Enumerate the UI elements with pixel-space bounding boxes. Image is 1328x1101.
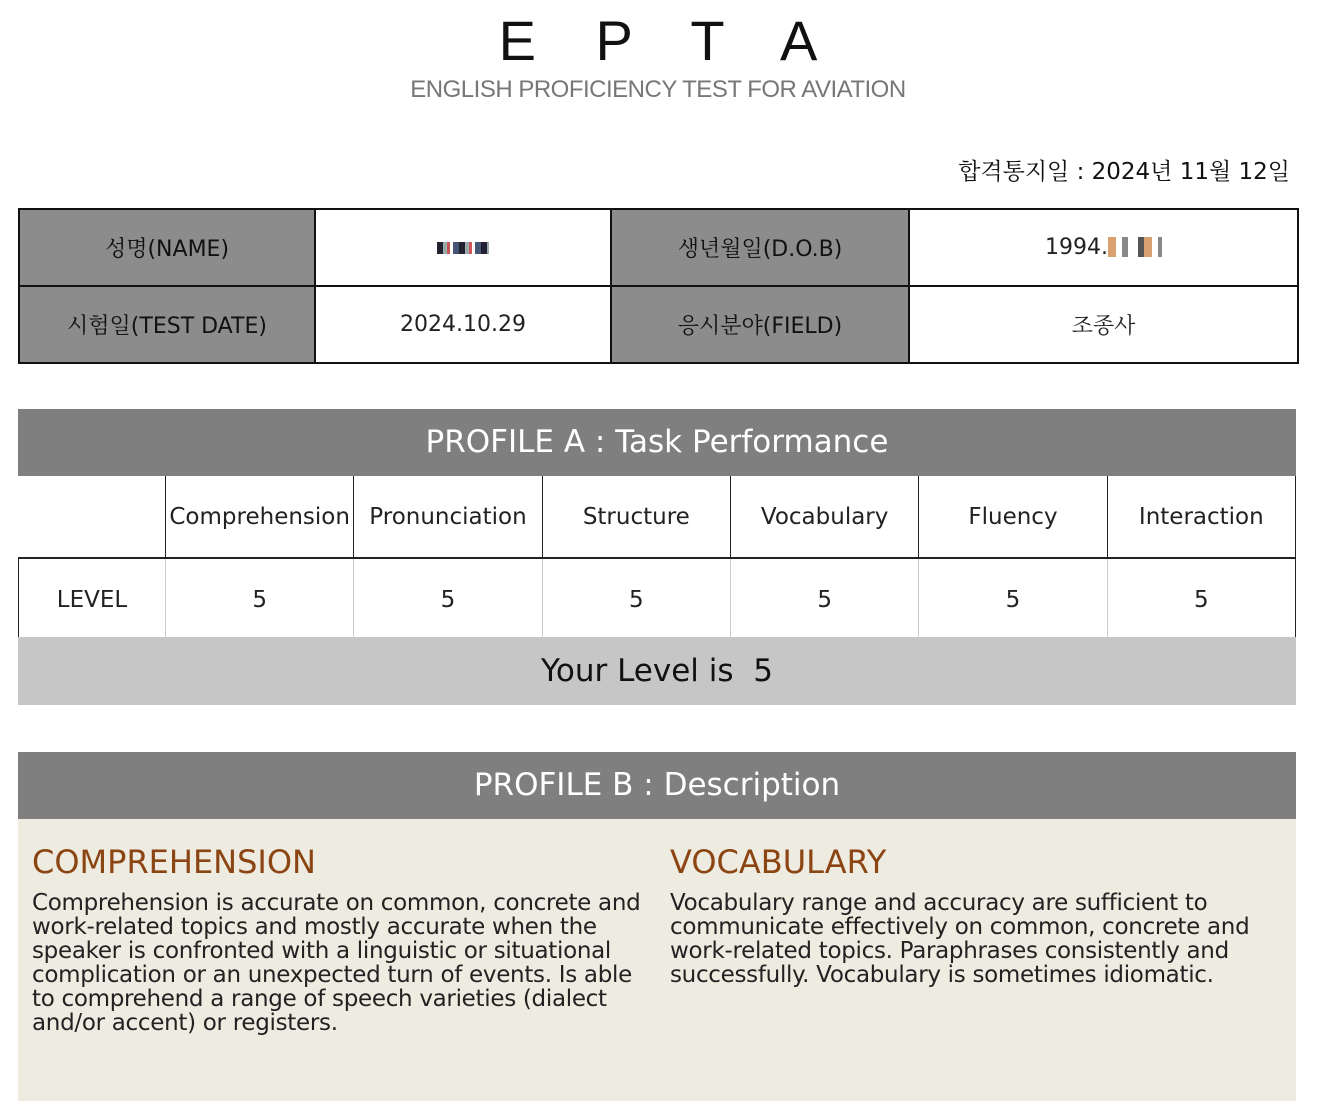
vocabulary-heading: VOCABULARY bbox=[670, 843, 887, 881]
dob-value bbox=[909, 209, 1298, 286]
level-value: 5 bbox=[166, 558, 354, 640]
name-value bbox=[315, 209, 611, 286]
notice-date: 합격통지일 : 2024년 11월 12일 bbox=[958, 159, 1290, 185]
profile-b-title: PROFILE B : Description bbox=[18, 752, 1296, 819]
level-row-label: LEVEL bbox=[19, 558, 166, 640]
vocabulary-column bbox=[670, 843, 1270, 987]
comprehension-heading: COMPREHENSION bbox=[32, 843, 316, 881]
level-value: 5 bbox=[730, 558, 918, 640]
overall-level: Your Level is 5 bbox=[18, 637, 1296, 705]
applicant-info-table bbox=[18, 208, 1299, 364]
brand-subtitle: ENGLISH PROFICIENCY TEST FOR AVIATION bbox=[410, 76, 906, 103]
field-value: 조종사 bbox=[909, 286, 1298, 363]
vocabulary-text: Vocabulary range and accuracy are sufficient to communicate effectively on common, concrete and work-related topics. Paraphrases consistently and successfully. Vocabulary is sometimes idiomatic. bbox=[670, 890, 1250, 988]
comprehension-column bbox=[32, 843, 652, 1035]
category-header: Structure bbox=[542, 476, 730, 558]
name-label: 성명(NAME) bbox=[19, 209, 315, 286]
category-header: Comprehension bbox=[166, 476, 354, 558]
comprehension-text: Comprehension is accurate on common, concrete and work-related topics and mostly accurate when the speaker is confronted with a linguistic or situational complication or an unexpected turn of events. Is able to comprehend a range of speech varieties (dialect and/or accent) or registers. bbox=[32, 890, 641, 1036]
redacted-dob bbox=[1108, 237, 1162, 257]
level-value: 5 bbox=[919, 558, 1107, 640]
description-panel bbox=[18, 819, 1296, 1101]
category-header: Pronunciation bbox=[354, 476, 542, 558]
brand-title: E P T A bbox=[498, 9, 840, 72]
field-label: 응시분야(FIELD) bbox=[611, 286, 909, 363]
level-value: 5 bbox=[354, 558, 542, 640]
task-performance-table bbox=[18, 476, 1296, 640]
corner-cell bbox=[19, 476, 166, 558]
redacted-name bbox=[437, 242, 489, 254]
dob-year: 1994. bbox=[1045, 235, 1108, 260]
category-header: Fluency bbox=[919, 476, 1107, 558]
level-value: 5 bbox=[1107, 558, 1295, 640]
test-date-value: 2024.10.29 bbox=[315, 286, 611, 363]
test-date-label: 시험일(TEST DATE) bbox=[19, 286, 315, 363]
category-header: Interaction bbox=[1107, 476, 1295, 558]
category-header: Vocabulary bbox=[730, 476, 918, 558]
dob-label: 생년월일(D.O.B) bbox=[611, 209, 909, 286]
level-value: 5 bbox=[542, 558, 730, 640]
profile-a-title: PROFILE A : Task Performance bbox=[18, 409, 1296, 476]
